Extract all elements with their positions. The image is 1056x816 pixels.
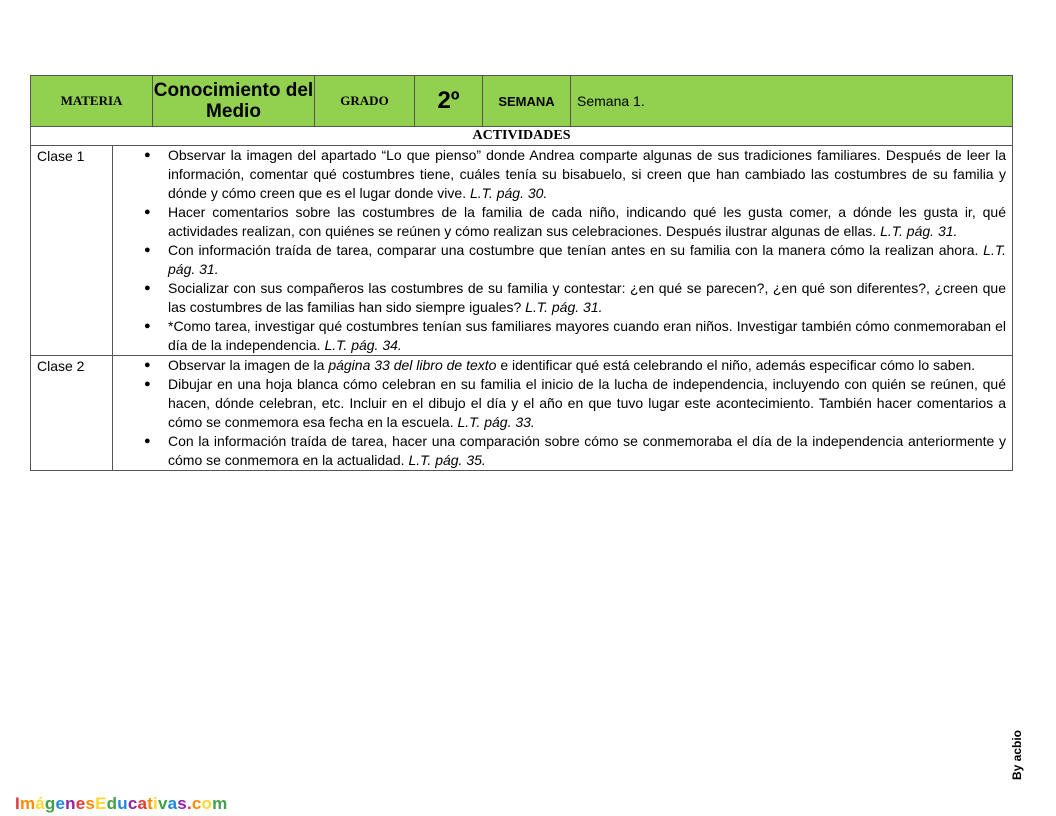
section-title: ACTIVIDADES [31,127,1013,146]
activity-item [144,432,1006,470]
page-reference: L.T. pág. 34. [324,337,402,353]
materia-value: Conocimiento del Medio [153,76,315,127]
activity-text: Con información traída de tarea, comparar una costumbre que tenían antes en su familia con la manera cómo la realizan ahora. [168,242,979,258]
class-row [31,146,1013,356]
activity-text: Observar la imagen del apartado “Lo que pienso” donde Andrea comparte algunas de sus tradiciones familiares. Después de leer la información, comentar qué costumbres tiene, cuáles tenía su bisabuelo, si creen que han cambiado las costumbres de su familia y dónde y cómo creen que es el lugar donde vive. [168,147,1006,201]
bullet-icon: ● [144,359,151,371]
page-reference: L.T. pág. 35. [408,452,486,468]
grado-label: GRADO [315,76,415,127]
activity-text: Con la información traída de tarea, hacer una comparación sobre cómo se conmemoraba el día de la independencia anteriormente y cómo se conmemora en la actualidad. [168,433,1006,468]
activity-item [144,241,1007,279]
activity-text: e identificar qué está celebrando el niño, además especificar cómo lo saben. [496,357,976,373]
site-logo: ImágenesEducativas.com [15,794,228,813]
activity-list [113,356,1012,470]
class-label: Clase 2 [31,356,113,471]
page-reference: L.T. pág. 31. [880,223,958,239]
activity-text: *Como tarea, investigar qué costumbres tenían sus familiares mayores cuando eran niños. Investigar también cómo conmemoraban el día de la independencia. [168,318,1006,353]
semana-label: SEMANA [483,76,571,127]
page-reference: L.T. pág. 33. [457,414,535,430]
header-row [31,76,1013,127]
grado-value: 2º [415,76,483,127]
activity-text: Dibujar en una hoja blanca cómo celebran en su familia el inicio de la lucha de independencia, incluyendo con quién se reúnen, qué hacen, dónde celebran, etc. Incluir en el dibujo el día y el año en que tuvo lugar este acontecimiento. También hacer comentarios a cómo se conmemora esa fecha en la escuela. [168,376,1006,430]
activity-item [144,146,1006,203]
activity-text: Socializar con sus compañeros las costumbres de su familia y contestar: ¿en qué se parecen?, ¿en qué son diferentes?, ¿creen que las costumbres de las familias han sido siempre iguales? [168,280,1006,315]
bullet-icon: ● [144,320,151,332]
activity-item [144,317,1006,355]
class-activities [113,146,1013,356]
activity-list [113,146,1012,355]
byline: By acbio [1010,729,1024,780]
activity-text: Observar la imagen de la [168,357,329,373]
activity-item [144,375,1006,432]
book-reference: página 33 del libro de texto [328,357,497,373]
lesson-plan-table [30,75,1013,471]
bullet-icon: ● [144,244,151,256]
activity-item [144,203,1006,241]
bullet-icon: ● [144,282,151,294]
materia-label: MATERIA [31,76,153,127]
class-activities [113,356,1013,471]
page-reference: L.T. pág. 31. [168,242,1007,277]
bullet-icon: ● [144,435,151,447]
bullet-icon: ● [144,206,151,218]
bullet-icon: ● [144,149,151,161]
page-reference: L.T. pág. 30. [469,185,548,201]
activity-item [144,279,1006,317]
bullet-icon: ● [144,378,151,390]
section-row [31,127,1013,146]
class-row [31,356,1013,471]
activity-item [144,356,1006,375]
activity-text: Hacer comentarios sobre las costumbres de la familia de cada niño, indicando qué les gusta comer, a dónde les gusta ir, qué actividades realizan, con quiénes se reúnen y cómo realizan sus celebraciones. Después ilustrar algunas de ellas. [168,204,1006,239]
class-label: Clase 1 [31,146,113,356]
page-reference: L.T. pág. 31. [525,299,603,315]
semana-value: Semana 1. [571,76,1013,127]
